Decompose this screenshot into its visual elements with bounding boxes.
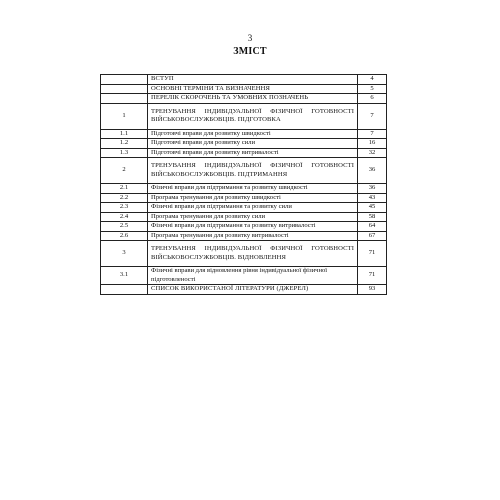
toc-page-number: 71: [358, 241, 387, 267]
toc-section-number: [101, 285, 148, 295]
toc-row: [101, 267, 387, 285]
toc-row: [101, 285, 387, 295]
toc-section-title: Підготовчі вправи для розвитку швидкості: [148, 129, 358, 139]
toc-page-number: 7: [358, 103, 387, 129]
toc-section-title: Фізичні вправи для підтримання та розвитку витривалості: [148, 222, 358, 232]
toc-section-title: Підготовчі вправи для розвитку сили: [148, 139, 358, 149]
toc-row: [101, 241, 387, 267]
toc-section-number: 3: [101, 241, 148, 267]
toc-page-number: 58: [358, 212, 387, 222]
toc-page-number: 36: [358, 158, 387, 184]
toc-page-number: 32: [358, 148, 387, 158]
toc-section-title: СПИСОК ВИКОРИСТАНОЇ ЛІТЕРАТУРИ (ДЖЕРЕЛ): [148, 285, 358, 295]
toc-row: [101, 139, 387, 149]
toc-section-title: Фізичні вправи для підтримання та розвитку швидкості: [148, 184, 358, 194]
toc-page-number: 36: [358, 184, 387, 194]
toc-section-number: 2.1: [101, 184, 148, 194]
toc-section-number: [101, 84, 148, 94]
toc-section-title: Програма тренування для розвитку швидкості: [148, 193, 358, 203]
toc-page-number: 6: [358, 94, 387, 104]
toc-section-number: [101, 94, 148, 104]
toc-row: [101, 212, 387, 222]
toc-page-number: 43: [358, 193, 387, 203]
toc-page-number: 71: [358, 267, 387, 285]
toc-section-number: 2: [101, 158, 148, 184]
toc-section-title: Програма тренування для розвитку сили: [148, 212, 358, 222]
toc-section-number: [101, 75, 148, 85]
toc-section-number: 2.3: [101, 203, 148, 213]
toc-section-number: 2.5: [101, 222, 148, 232]
toc-page-number: 45: [358, 203, 387, 213]
toc-section-title: Фізичні вправи для відновлення рівня індивідуальної фізичної підготовленості: [148, 267, 358, 285]
toc-section-title: ВСТУП: [148, 75, 358, 85]
toc-section-title: ОСНОВНІ ТЕРМІНИ ТА ВИЗНАЧЕННЯ: [148, 84, 358, 94]
toc-row: [101, 184, 387, 194]
toc-section-number: 1.2: [101, 139, 148, 149]
toc-row: [101, 148, 387, 158]
page-number: 3: [247, 33, 253, 43]
page-title: ЗМІСТ: [233, 46, 267, 57]
toc-section-title: Програма тренування для розвитку витривалості: [148, 231, 358, 241]
toc-section-number: 3.1: [101, 267, 148, 285]
toc-section-title: ТРЕНУВАННЯ ІНДИВІДУАЛЬНОЇ ФІЗИЧНОЇ ГОТОВНОСТІ ВІЙСЬКОВОСЛУЖБОВЦІВ. ВІДНОВЛЕННЯ: [148, 241, 358, 267]
toc-section-number: 2.6: [101, 231, 148, 241]
toc-section-number: 2.2: [101, 193, 148, 203]
toc-row: [101, 203, 387, 213]
toc-row: [101, 129, 387, 139]
table-of-contents: [100, 74, 387, 295]
toc-section-title: ПЕРЕЛІК СКОРОЧЕНЬ ТА УМОВНИХ ПОЗНАЧЕНЬ: [148, 94, 358, 104]
toc-row: [101, 84, 387, 94]
toc-row: [101, 222, 387, 232]
toc-row: [101, 231, 387, 241]
toc-page-number: 7: [358, 129, 387, 139]
toc-section-number: 2.4: [101, 212, 148, 222]
toc-body: [101, 75, 387, 295]
toc-page-number: 5: [358, 84, 387, 94]
toc-section-number: 1.3: [101, 148, 148, 158]
toc-row: [101, 158, 387, 184]
toc-section-number: 1: [101, 103, 148, 129]
toc-row: [101, 103, 387, 129]
toc-page-number: 93: [358, 285, 387, 295]
toc-section-title: Підготовчі вправи для розвитку витривалості: [148, 148, 358, 158]
toc-page-number: 16: [358, 139, 387, 149]
toc-section-title: ТРЕНУВАННЯ ІНДИВІДУАЛЬНОЇ ФІЗИЧНОЇ ГОТОВНОСТІ ВІЙСЬКОВОСЛУЖБОВЦІВ. ПІДТРИМАННЯ: [148, 158, 358, 184]
toc-section-title: ТРЕНУВАННЯ ІНДИВІДУАЛЬНОЇ ФІЗИЧНОЇ ГОТОВНОСТІ ВІЙСЬКОВОСЛУЖБОВЦІВ. ПІДГОТОВКА: [148, 103, 358, 129]
toc-page-number: 67: [358, 231, 387, 241]
toc-row: [101, 75, 387, 85]
toc-section-title: Фізичні вправи для підтримання та розвитку сили: [148, 203, 358, 213]
toc-section-number: 1.1: [101, 129, 148, 139]
toc-row: [101, 193, 387, 203]
toc-page-number: 64: [358, 222, 387, 232]
toc-page-number: 4: [358, 75, 387, 85]
toc-row: [101, 94, 387, 104]
